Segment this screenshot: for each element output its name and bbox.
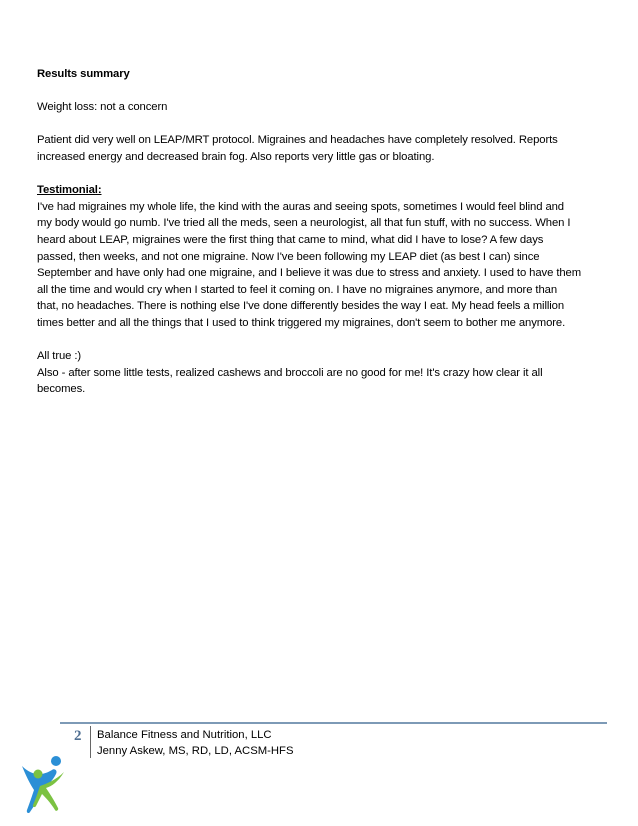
footer-vertical-divider xyxy=(90,726,91,758)
testimonial-line: September and have only had one migraine, and I believe it was due to stress and anxiety. I used to have them xyxy=(37,267,582,280)
testimonial-section xyxy=(37,182,603,331)
weight-loss-line: Weight loss: not a concern xyxy=(37,101,168,114)
testimonial-line: all the time and would cry when I started to feel it coming on. I have no migraines anymore, and more than xyxy=(37,283,558,296)
page-number: 2 xyxy=(74,728,82,744)
testimonial-heading: Testimonial: xyxy=(37,184,102,197)
closing-section xyxy=(37,348,603,398)
footer-author: Jenny Askew, MS, RD, LD, ACSM-HFS xyxy=(97,744,294,757)
testimonial-line: my body would go numb. I've tried all the meds, seen a neurologist, all that fun stuff, with no success. When I xyxy=(37,217,571,230)
results-summary-heading: Results summary xyxy=(37,68,130,80)
footer-divider xyxy=(60,722,607,724)
document-body xyxy=(37,66,603,414)
testimonial-line: that, no headaches. There is nothing else I've done differently besides the way I eat. My head feels a million xyxy=(37,300,565,313)
testimonial-line: I've had migraines my whole life, the kind with the auras and seeing spots, sometimes I would feel blind and xyxy=(37,200,564,213)
balance-fitness-logo-icon xyxy=(18,752,68,814)
results-summary-paragraph xyxy=(37,132,603,165)
testimonial-line: times better and all the things that I used to think triggered my migraines, don't seem to bother me anymore. xyxy=(37,316,566,329)
closing-line: Also - after some little tests, realized cashews and broccoli are no good for me! It's crazy how clear it all xyxy=(37,366,543,379)
summary-line: Patient did very well on LEAP/MRT protocol. Migraines and headaches have completely resolved. Reports xyxy=(37,134,558,147)
closing-line: All true :) xyxy=(37,350,82,363)
testimonial-line: heard about LEAP, migraines were the first thing that came to mind, what did I have to lose? A few days xyxy=(37,233,544,246)
closing-line: becomes. xyxy=(37,383,86,396)
summary-line: increased energy and decreased brain fog. Also reports very little gas or bloating. xyxy=(37,150,435,163)
footer-info xyxy=(97,728,294,759)
testimonial-line: passed, then weeks, and not one migraine. Now I've been following my LEAP diet (as best I can) since xyxy=(37,250,540,263)
footer-company: Balance Fitness and Nutrition, LLC xyxy=(97,729,272,741)
